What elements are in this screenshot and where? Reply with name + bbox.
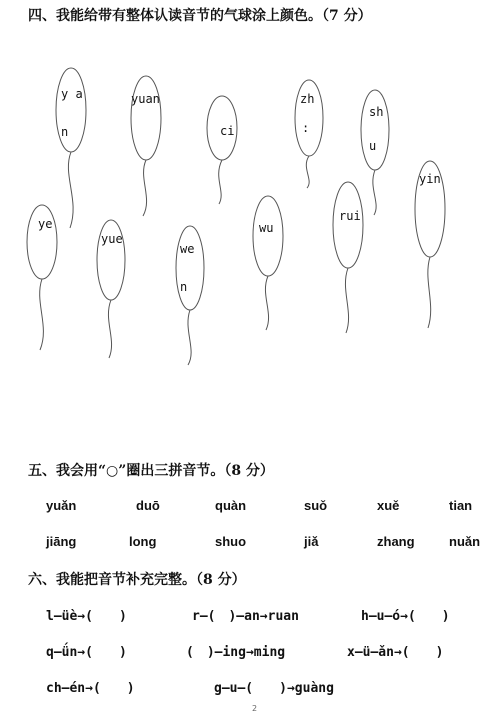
balloon-5-line-1: sh	[369, 105, 384, 119]
section6-title: 六、我能把音节补充完整。（8 分）	[28, 572, 246, 588]
section5-title: 五、我会用“○”圈出三拼音节。（8 分）	[28, 463, 274, 479]
s6-item-8: g—u—( )→guàng	[214, 681, 334, 696]
balloon-7-label: ye	[38, 217, 53, 231]
s6-item-4: q—ǘn→( )	[46, 645, 127, 660]
s5-word-4: suǒ	[304, 498, 328, 513]
balloon-1-line-3: n	[61, 125, 69, 139]
s6-item-6: x—ü—ǎn→( )	[347, 645, 444, 660]
s5-word-9: shuo	[215, 534, 247, 549]
balloon-8-label: yue	[101, 232, 123, 246]
section4-title: 四、我能给带有整体认读音节的气球涂上颜色。（7 分）	[28, 8, 372, 24]
s6-item-7: ch—én→( )	[46, 681, 135, 696]
balloon-11-label: rui	[339, 209, 361, 223]
s6-item-5: ( )—ing→ming	[186, 645, 286, 660]
balloon-10	[253, 196, 283, 276]
balloon-3-label: ci	[220, 124, 235, 138]
balloon-5-line-3: u	[369, 139, 377, 153]
s5-word-2: duō	[136, 498, 160, 513]
s6-item-3: h—u—ó→( )	[361, 609, 450, 624]
balloon-9	[176, 226, 204, 310]
s5-word-5: xuě	[377, 498, 400, 513]
s5-word-12: nuǎn	[449, 534, 481, 549]
page-number: 2	[252, 704, 258, 713]
balloon-1	[56, 68, 86, 152]
s6-item-2: r—( )—an→ruan	[192, 609, 299, 624]
balloon-9-line-3: n	[180, 280, 188, 294]
s5-word-7: jiāng	[46, 534, 77, 549]
balloon-2	[131, 76, 161, 160]
balloon-5	[361, 90, 389, 170]
s6-item-1: l—üè→( )	[46, 609, 127, 624]
balloon-10-label: wu	[259, 221, 274, 235]
s5-word-3: quàn	[215, 498, 247, 513]
balloon-11	[333, 182, 363, 268]
s5-word-11: zhang	[377, 534, 415, 549]
balloon-9-line-1: we	[180, 242, 195, 256]
s5-word-1: yuǎn	[46, 498, 77, 513]
balloon-2-label: yuan	[131, 92, 160, 106]
balloon-6-label: yin	[419, 172, 441, 186]
balloon-1-line-1: y a	[61, 87, 83, 101]
s5-word-10: jiǎ	[304, 534, 319, 549]
s5-word-8: long	[129, 534, 157, 549]
s5-word-6: tian	[449, 498, 473, 513]
balloon-4-line-2: :	[302, 121, 310, 135]
balloon-4-line-1: zh	[300, 92, 315, 106]
